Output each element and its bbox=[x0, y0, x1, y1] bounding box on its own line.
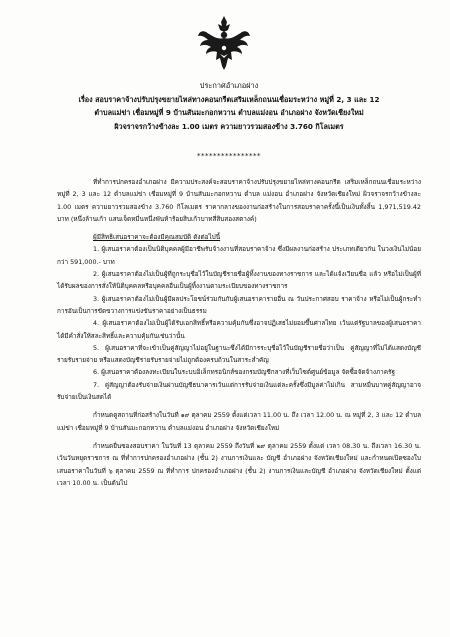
site-visit-paragraph: กำหนดดูสถานที่ก่อสร้างในวันที่ ๑๙ ตุลาคม 2559 ตั้งแต่เวลา 11.00 น. ถึง เวลา 12.00 น. ณ หมู่ที่ 2, 3 และ 12 ตำบลแม่ข่า เชื่อมหมู่ที่ 9 บ้านสันมะกอกหวาน ตำบลแม่งอน อำเภอฝาง จังหวัดเชียงใหม่ bbox=[57, 411, 421, 432]
title-line: ตำบลแม่ข่า เชื่อมหมู่ที่ 9 บ้านสันมะกอกหวาน ตำบลแม่งอน อำเภอฝาง จังหวัดเชียงใหม่ bbox=[94, 108, 364, 117]
qualification-item: 3. ผู้เสนอราคาต้องไม่เป็นผู้มีผลประโยชน์ร่วมกันกับผู้เสนอราคารายอื่น ณ วันประกาศสอบ ราคาจ้าง หรือไม่เป็นผู้กระทำการอันเป็นการขัดขวางการแข่งขันราคาอย่างเป็นธรรม bbox=[57, 294, 421, 315]
qualification-item: 5. ผู้เสนอราคาที่จะเข้าเป็นคู่สัญญาไม่อยู่ในฐานะซึ่งได้มีการระบุชื่อไว้ในบัญชีรายชื่อว่าเป็น คู่สัญญาที่ไม่ได้แสดงบัญชีรายรับรายจ่าย หรือแสดงบัญชีรายรับรายจ่ายไม่ถูกต้องครบถ้วนในสาระสำคัญ bbox=[57, 343, 421, 365]
title-line: ผิวจราจรกว้างข้างละ 1.00 เมตร ความยาวรวมสองข้าง 3.760 กิโลเมตร bbox=[114, 121, 344, 131]
intro-paragraph: ที่ทำการปกครองอำเภอฝาง มีความประสงค์จะสอบราคาจ้างปรับปรุงขยายไหล่ทางคอนกรีต เสริมเหล็กถนนเชื่อมระหว่าง หมู่ที่ 2, 3 และ 12 ตำบลแม่ข่า เชื่อมหมู่ที่ 9 บ้านสันมะกอกหวาน ตำบล แม่งอน อำเภอฝาง จังหวัดเชียงใหม่ ผิวจราจรกว้างข้างละ 1.00 เมตร ความยาวรวมสองข้าง 3.760 กิโลเมตร ราคากลางของงานก่อสร้างในการสอบราคาครั้งนี้เป็นเงินทั้งสิ้น 1,971,519.42 บาท (หนึ่งล้านเก้า แสนเจ็ดหมื่นหนึ่งพันห้าร้อยสิบเก้าบาทสี่สิบสองสตางค์) bbox=[57, 178, 421, 223]
qualification-item: 2. ผู้เสนอราคาต้องไม่เป็นผู้ที่ถูกระบุชื่อไว้ในบัญชีรายชื่อผู้ทิ้งงานของทางราชการ และได้แจ้งเวียนชื่อ แล้ว หรือไม่เป็นผู้ที่ได้รับผลของการสั่งให้นิติบุคคลหรือบุคคลอื่นเป็นผู้ทิ้งงานตามระเบียบของทางราชการ bbox=[57, 270, 421, 291]
qualification-item: 7. คู่สัญญาต้องรับจ่ายเงินผ่านบัญชีธนาคารเว้นแต่การรับจ่ายเงินแต่ละครั้งซึ่งมีมูลค่าไม่เกิน สามหมื่นบาทคู่สัญญาอาจรับจ่ายเป็นเงินสดได้ bbox=[57, 380, 421, 402]
qualification-item: 1. ผู้เสนอราคาต้องเป็นนิติบุคคลผู้มีอาชีพรับจ้างงานที่สอบราคาจ้าง ซึ่งมีผลงานก่อสร้าง ประเภทเดียวกัน ในวงเงินไม่น้อยกว่า 591,000.- บาท bbox=[57, 245, 421, 266]
document-body bbox=[57, 176, 421, 489]
submission-paragraph: กำหนดยื่นซองสอบราคา ในวันที่ 13 ตุลาคม 2559 ถึงวันที่ ๒๙ ตุลาคม 2559 ตั้งแต่ เวลา 08.30 น. ถึงเวลา 16.30 น. เว้นวันหยุดราชการ ณ ที่ทำการปกครองอำเภอฝาง (ชั้น 2) งานการเงินและ บัญชี อำเภอฝาง จังหวัดเชียงใหม่ และกำหนดเปิดซองใบเสนอราคาในวันที่ ๖ ตุลาคม 2559 ณ ที่ทำการ ปกครองอำเภอฝาง (ชั้น 2) งานการเงินและบัญชี อำเภอฝาง จังหวัดเชียงใหม่ ตั้งแต่เวลา 10.00 น. เป็นต้นไป bbox=[57, 441, 421, 487]
qualifications-heading: ผู้มีสิทธิเสนอราคาจะต้องมีคุณสมบัติ ดังต่อไปนี้ bbox=[93, 233, 221, 242]
qualification-item: 4. ผู้เสนอราคาต้องไม่เป็นผู้ได้รับเอกสิทธิ์หรือความคุ้มกันซึ่งอาจปฏิเสธไม่ยอมขึ้นศาลไทย เว้นแต่รัฐบาลของผู้เสนอราคาได้มีคำสั่งให้สละสิทธิ์และความคุ้มกันเช่นว่านั้น bbox=[57, 319, 421, 340]
issuer-heading: ประกาศอำเภอฝาง bbox=[199, 81, 259, 90]
title-line: เรื่อง สอบราคาจ้างปรับปรุงขยายไหล่ทางคอนกรีตเสริมเหล็กถนนเชื่อมระหว่าง หมู่ที่ 2, 3 และ 12 bbox=[78, 94, 380, 104]
qualification-item: 6. ผู้เสนอราคาต้องลงทะเบียนในระบบอิเล็กทรอนิกส์ของกรมบัญชีกลางที่เว็บไซต์ศูนย์ข้อมูล จัดซื้อจัดจ้างภาครัฐ bbox=[93, 368, 395, 377]
garuda-emblem-icon bbox=[196, 14, 252, 72]
separator: **************** bbox=[197, 152, 261, 160]
title-block bbox=[40, 79, 418, 133]
